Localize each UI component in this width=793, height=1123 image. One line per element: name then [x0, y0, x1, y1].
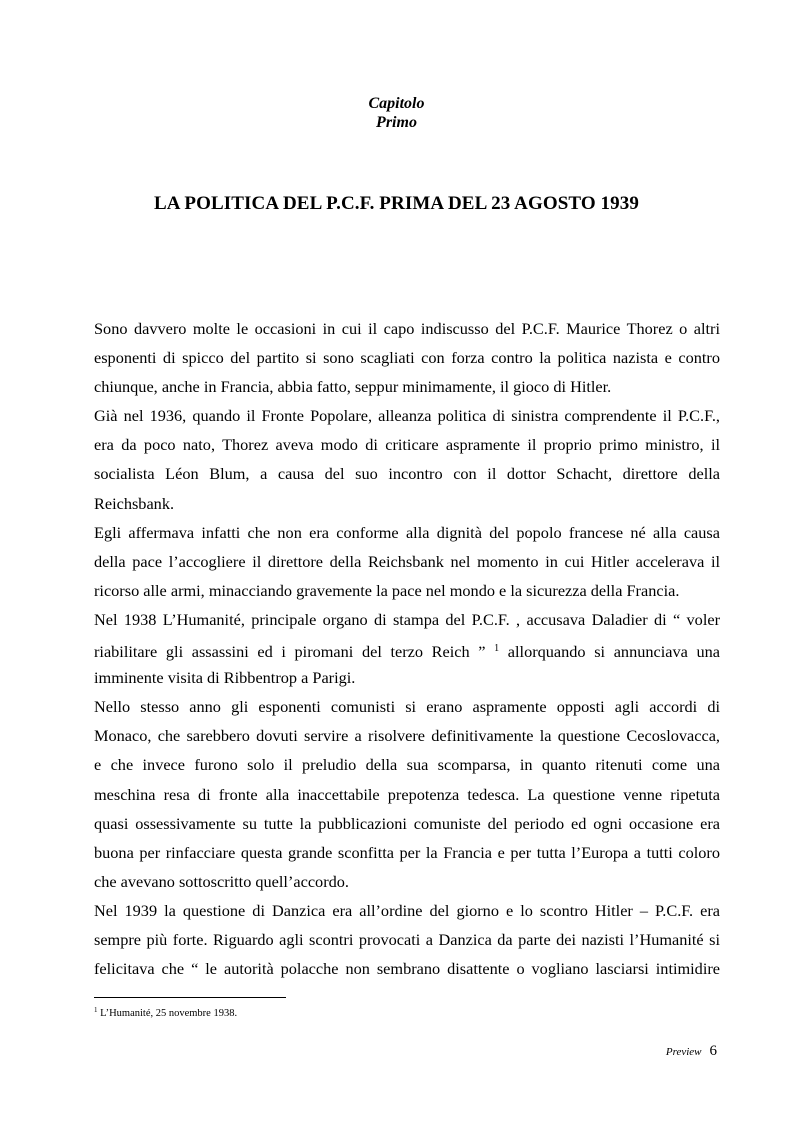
text-line: Nel 1939 la questione di Danzica era all’ordine del giorno e lo scontro Hitler – P.C.F. era — [94, 900, 720, 920]
text-line: meschina resa di fronte alla inaccettabile prepotenza tedesca. La questione venne ripetuta — [94, 784, 720, 804]
text-line: e che invece furono solo il preludio della sua scomparsa, in quanto ritenuti come una — [94, 755, 720, 775]
text-line: che avevano sottoscritto quell’accordo. — [94, 871, 349, 891]
footnote-reference: 1 — [494, 643, 500, 655]
footnote-number: 1 — [94, 1006, 98, 1014]
text-line: Già nel 1936, quando il Fronte Popolare, alleanza politica di sinistra comprendente il P.C.F., — [94, 406, 720, 426]
text-line: buona per rinfacciare questa grande sconfitta per la Francia e per tutta l’Europa a tutti coloro — [94, 842, 720, 862]
text-line: sempre più forte. Riguardo agli scontri provocati a Danzica da parte dei nazisti l’Humanité si — [94, 929, 720, 949]
text-line: Monaco, che sarebbero dovuti servire a risolvere definitivamente la questione Cecoslovacca, — [94, 726, 720, 746]
text-line: ricorso alle armi, minacciando gravemente la pace nel mondo e la sicurezza della Francia. — [94, 580, 680, 600]
text-line: socialista Léon Blum, a causa del suo incontro con il dottor Schacht, direttore della — [94, 464, 720, 484]
text-line: Reichsbank. — [94, 493, 175, 513]
text-line: quasi ossessivamente su tutte la pubblicazioni comuniste del periodo ed ogni occasione era — [94, 813, 720, 833]
body-text — [94, 314, 720, 983]
text-line: Nello stesso anno gli esponenti comunisti si erano aspramente opposti agli accordi di — [94, 697, 720, 717]
footnote-separator — [94, 997, 286, 998]
text-line: chiunque, anche in Francia, abbia fatto, seppur minimamente, il gioco di Hitler. — [94, 377, 612, 397]
text-line: esponenti di spicco del partito si sono scagliati con forza contro la politica nazista e contro — [94, 348, 720, 368]
text-line: imminente visita di Ribbentrop a Parigi. — [94, 668, 356, 688]
text-line: della pace l’accogliere il direttore della Reichsbank nel momento in cui Hitler accelerava il — [94, 551, 720, 571]
text-line-with-footnote — [94, 634, 720, 663]
text-line: Egli affermava infatti che non era conforme alla dignità del popolo francese né alla causa — [94, 522, 720, 542]
text-line: felicitava che “ le autorità polacche non sembrano disattente o vogliano lasciarsi intimidire — [94, 959, 720, 979]
text-line: Nel 1938 L’Humanité, principale organo di stampa del P.C.F. , accusava Daladier di “ voler — [94, 609, 720, 629]
footnote — [94, 1006, 237, 1019]
text-segment: allorquando si annunciava una — [507, 642, 720, 662]
page-footer — [666, 1043, 717, 1060]
preview-mark: Preview — [665, 1046, 702, 1058]
chapter-title: LA POLITICA DEL P.C.F. PRIMA DEL 23 AGOSTO 1939 — [154, 193, 639, 214]
chapter-label: Capitolo — [368, 95, 425, 112]
footnote-text: L’Humanité, 25 novembre 1938. — [100, 1008, 238, 1019]
text-line: Sono davvero molte le occasioni in cui il capo indiscusso del P.C.F. Maurice Thorez o altri — [94, 319, 720, 338]
text-line: era da poco nato, Thorez aveva modo di criticare aspramente il proprio primo ministro, il — [94, 435, 720, 455]
text-segment: riabilitare gli assassini ed i piromani del terzo Reich ” — [94, 642, 486, 662]
chapter-number: Primo — [376, 114, 417, 131]
page-number: 6 — [709, 1043, 717, 1059]
